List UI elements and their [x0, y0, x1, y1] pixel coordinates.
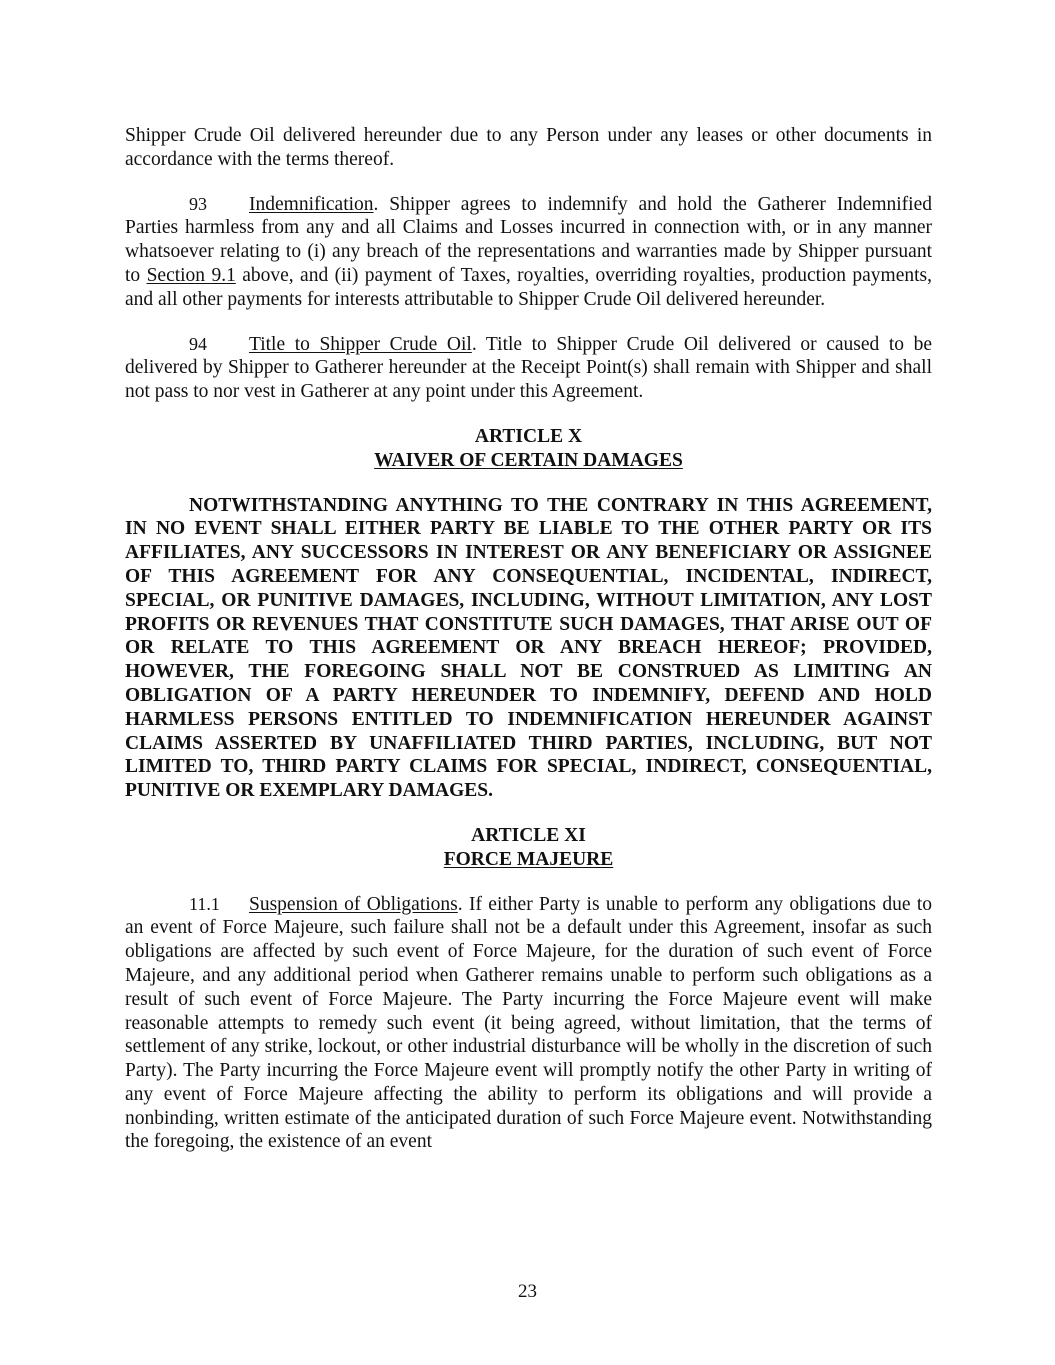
section-9-4-paragraph [125, 333, 932, 404]
spacer [125, 473, 932, 494]
section-text: . If either Party is unable to perform any obligations due to an event of Force Majeure, such failure shall not be a default under this Agreement, insofar as such obligations are affected by such event of Force Majeure, for the duration of such event of Force Majeure, and any additional period when Gatherer remains unable to perform such obligations as a result of such event of Force Majeure. The Party incurring the Force Majeure event will make reasonable attempts to remedy such event (it being agreed, without limitation, that the terms of settlement of any strike, lockout, or other industrial disturbance will be wholly in the discretion of such Party). The Party incurring the Force Majeure event will promptly notify the other Party in writing of any event of Force Majeure affecting the ability to perform its obligations and will provide a nonbinding, written estimate of the anticipated duration of such Force Majeure event. Notwithstanding the foregoing, the existence of an event [125, 893, 932, 1153]
section-11-1-paragraph [125, 893, 932, 1155]
page-number: 23 [518, 1281, 537, 1302]
article-xi-heading [125, 824, 932, 872]
spacer [125, 803, 932, 824]
spacer [125, 172, 932, 193]
article-subtitle: FORCE MAJEURE [443, 848, 614, 870]
section-heading: Suspension of Obligations [249, 893, 458, 915]
section-text: above, and (ii) payment of Taxes, royalties, overriding royalties, production payments, and all other payments for interests attributable to Shipper Crude Oil delivered hereunder. [125, 264, 932, 310]
section-heading: Indemnification [249, 193, 374, 215]
document-page [125, 124, 932, 1154]
article-title: ARTICLE XI [471, 824, 586, 846]
section-number: 93 [189, 193, 207, 214]
spacer [125, 872, 932, 893]
article-x-heading [125, 425, 932, 473]
spacer [125, 404, 932, 425]
spacer [125, 312, 932, 333]
article-x-paragraph: NOTWITHSTANDING ANYTHING TO THE CONTRARY IN THIS AGREEMENT, IN NO EVENT SHALL EITHER PARTY BE LIABLE TO THE OTHER PARTY OR ITS AFFILIATES, ANY SUCCESSORS IN INTEREST OR ANY BENEFICIARY OR ASSIGNEE OF THIS AGREEMENT FOR ANY CONSEQUENTIAL, INCIDENTAL, INDIRECT, SPECIAL, OR PUNITIVE DAMAGES, INCLUDING, WITHOUT LIMITATION, ANY LOST PROFITS OR REVENUES THAT CONSTITUTE SUCH DAMAGES, THAT ARISE OUT OF OR RELATE TO THIS AGREEMENT OR ANY BREACH HEREOF; PROVIDED, HOWEVER, THE FOREGOING SHALL NOT BE CONSTRUED AS LIMITING AN OBLIGATION OF A PARTY HEREUNDER TO INDEMNIFY, DEFEND AND HOLD HARMLESS PERSONS ENTITLED TO INDEMNIFICATION HEREUNDER AGAINST CLAIMS ASSERTED BY UNAFFILIATED THIRD PARTIES, INCLUDING, BUT NOT LIMITED TO, THIRD PARTY CLAIMS FOR SPECIAL, INDIRECT, CONSEQUENTIAL, PUNITIVE OR EXEMPLARY DAMAGES. [125, 494, 932, 802]
section-9-3-paragraph [125, 193, 932, 312]
section-number: 94 [189, 333, 207, 354]
article-subtitle: WAIVER OF CERTAIN DAMAGES [374, 449, 683, 471]
section-reference-link: Section 9.1 [146, 264, 236, 286]
section-text: . Shipper agrees to indemnify and hold the Gatherer Indemnified Parties harmless from any and all Claims and Losses incurred in connection with, or in any manner whatsoever relating to (i) any breach of the representations and warranties made by Shipper pursuant to [125, 193, 932, 286]
article-title: ARTICLE X [474, 425, 583, 447]
section-number: 11.1 [189, 893, 220, 914]
section-heading: Title to Shipper Crude Oil [249, 333, 472, 355]
section-text: . Title to Shipper Crude Oil delivered or caused to be delivered by Shipper to Gatherer hereunder at the Receipt Point(s) shall remain with Shipper and shall not pass to nor vest in Gatherer at any point under this Agreement. [125, 333, 932, 403]
intro-paragraph: Shipper Crude Oil delivered hereunder due to any Person under any leases or other documents in accordance with the terms thereof. [125, 125, 932, 170]
